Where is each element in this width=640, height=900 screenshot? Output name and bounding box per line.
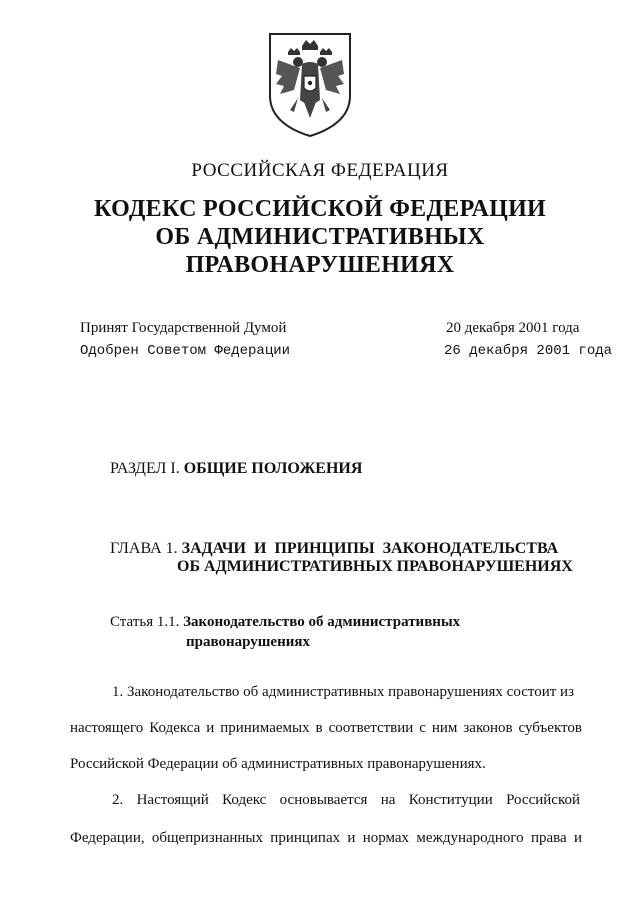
article-prefix: Статья 1.1. <box>110 614 180 630</box>
council-approval-label: Одобрен Советом Федерации <box>80 343 291 359</box>
chapter-prefix: ГЛАВА 1. <box>110 540 178 557</box>
article-title-line-1: Законодательство об административных <box>183 614 461 630</box>
paragraph-line: 1. Законодательство об административных правонарушениях состоит из <box>112 684 575 700</box>
council-approval-date: 26 декабря 2001 года <box>444 343 613 359</box>
coat-of-arms-icon <box>264 30 356 140</box>
code-title-line-1: КОДЕКС РОССИЙСКОЙ ФЕДЕРАЦИИ <box>93 196 547 222</box>
chapter-heading <box>110 540 558 558</box>
chapter-title-line-1: ЗАДАЧИ И ПРИНЦИПЫ ЗАКОНОДАТЕЛЬСТВА <box>181 540 559 557</box>
paragraph-line: 2. Настоящий Кодекс основывается на Конституции Российской <box>112 792 580 808</box>
section-prefix: РАЗДЕЛ I. <box>110 460 180 477</box>
article-title-line-2-row <box>186 634 310 651</box>
article-heading <box>110 614 460 631</box>
paragraph-line: Российской Федерации об административных правонарушениях. <box>70 756 486 772</box>
article-title-line-2: правонарушениях <box>186 634 310 650</box>
paragraph-line: настоящего Кодекса и принимаемых в соответствии с ним законов субъектов <box>70 720 582 736</box>
duma-adoption-date: 20 декабря 2001 года <box>446 320 580 336</box>
duma-adoption-label: Принят Государственной Думой <box>80 320 287 336</box>
chapter-title-line-2: ОБ АДМИНИСТРАТИВНЫХ ПРАВОНАРУШЕНИЯХ <box>177 558 573 575</box>
chapter-title-line-2-row <box>177 558 573 576</box>
section-title: ОБЩИЕ ПОЛОЖЕНИЯ <box>183 460 363 477</box>
paragraph-line: Федерации, общепризнанных принципах и нормах международного права и <box>70 830 582 846</box>
country-name: РОССИЙСКАЯ ФЕДЕРАЦИЯ <box>191 160 449 181</box>
section-heading <box>110 460 362 478</box>
code-title-line-3: ПРАВОНАРУШЕНИЯХ <box>185 252 455 278</box>
code-title-line-2: ОБ АДМИНИСТРАТИВНЫХ <box>155 224 485 250</box>
